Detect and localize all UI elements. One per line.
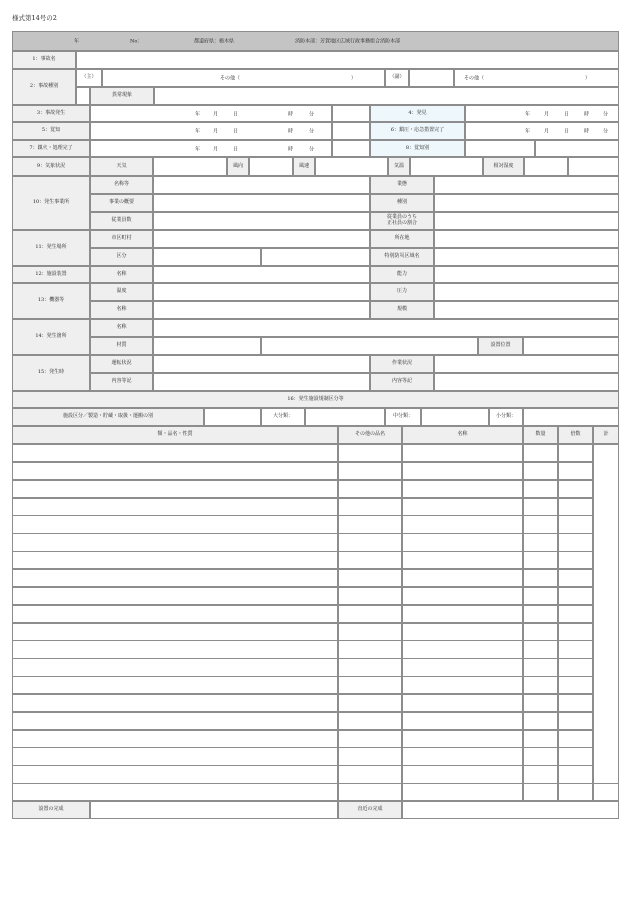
- table-row-cell[interactable]: [558, 712, 593, 730]
- suppression-month-unit: 月: [544, 128, 550, 135]
- table-row-cell[interactable]: [402, 533, 523, 551]
- table-row-cell[interactable]: [523, 694, 558, 712]
- table-row-cell[interactable]: [523, 623, 558, 641]
- table-row-cell[interactable]: [12, 694, 338, 712]
- table-row-cell[interactable]: [402, 783, 523, 801]
- abnormal-phenomenon-field[interactable]: [154, 87, 619, 105]
- table-row-cell[interactable]: [338, 694, 402, 712]
- total-column-cell[interactable]: [593, 444, 619, 784]
- suppression-year-unit: 年: [525, 128, 531, 135]
- table-row-cell[interactable]: [12, 765, 338, 783]
- middle-class-tag: 中分類：: [385, 408, 421, 426]
- table-row-cell[interactable]: [12, 569, 338, 587]
- equipment-scale-label: 規模: [370, 301, 434, 319]
- table-row-cell[interactable]: [12, 533, 338, 551]
- occurrence-label: 3：事故発生: [12, 105, 90, 122]
- equipment-scale-field[interactable]: [434, 301, 619, 319]
- table-row-cell[interactable]: [338, 783, 402, 801]
- incident-type-label: 2：事故種別: [12, 69, 76, 105]
- suppression-day-unit: 日: [564, 128, 570, 135]
- col-total-header: 計: [593, 426, 619, 444]
- table-row-cell[interactable]: [338, 640, 402, 658]
- table-row-cell[interactable]: [523, 551, 558, 569]
- notification-year-unit: 年: [195, 128, 201, 135]
- table-row-cell[interactable]: [402, 444, 523, 462]
- install-position-label: 設置位置: [478, 337, 523, 355]
- address-field[interactable]: [434, 230, 619, 248]
- table-row-cell[interactable]: [338, 658, 402, 676]
- extinguished-extra-field[interactable]: [332, 140, 370, 157]
- equipment-pressure-field[interactable]: [434, 283, 619, 301]
- abnormal-phenomenon-label: 異常現象: [90, 87, 154, 105]
- establishment-type-field[interactable]: [434, 194, 619, 212]
- table-row-cell[interactable]: [523, 533, 558, 551]
- table-row-cell[interactable]: [12, 587, 338, 605]
- work-status-field[interactable]: [434, 355, 619, 373]
- header-prefecture: 都道府県：栃木県: [194, 38, 235, 45]
- table-row-cell[interactable]: [523, 462, 558, 480]
- install-complete-label: 設置の完成: [12, 801, 90, 819]
- table-row-cell[interactable]: [402, 640, 523, 658]
- weather-label: 9：気象状況: [12, 157, 90, 176]
- notification-datetime-field[interactable]: [90, 122, 332, 140]
- latest-complete-field[interactable]: [402, 801, 619, 819]
- business-type-field[interactable]: [434, 176, 619, 194]
- notification-label: 5：覚知: [12, 122, 90, 140]
- discovery-label: 4：発見: [370, 105, 465, 122]
- equipment-name-label: 名称: [90, 301, 153, 319]
- install-complete-field[interactable]: [90, 801, 338, 819]
- weather-sky-field[interactable]: [153, 157, 227, 176]
- table-row-cell[interactable]: [523, 640, 558, 658]
- header-no: No：: [130, 38, 143, 45]
- fulltime-ratio-field[interactable]: [434, 212, 619, 230]
- table-row-cell[interactable]: [338, 480, 402, 498]
- col-quantity-header: 数量: [523, 426, 558, 444]
- occurrence-day-unit: 日: [233, 111, 239, 118]
- area-division-field-2[interactable]: [261, 248, 370, 266]
- discovery-hour-unit: 時: [584, 111, 590, 118]
- point-material-field-2[interactable]: [261, 337, 478, 355]
- equipment-pressure-label: 圧力: [370, 283, 434, 301]
- main-other-text: その他（: [220, 75, 241, 82]
- notification-hour-unit: 時: [288, 128, 294, 135]
- suppression-label: 6：鎮圧・応急措置完了: [370, 122, 465, 140]
- table-row-cell[interactable]: [558, 533, 593, 551]
- operation-detail-label: 内容等記: [90, 373, 153, 391]
- discovery-year-unit: 年: [525, 111, 531, 118]
- extinguished-month-unit: 月: [213, 146, 219, 153]
- incident-report-form: [12, 31, 619, 819]
- facility-name-label: 名称: [90, 266, 153, 283]
- table-row-cell[interactable]: [558, 694, 593, 712]
- at-occurrence-label: 15：発生時: [12, 355, 90, 391]
- major-class-tag: 大分類：: [261, 408, 305, 426]
- occurrence-extra-field[interactable]: [332, 105, 370, 122]
- table-row-cell[interactable]: [12, 515, 338, 533]
- regulation-section-title: 16：発生施設規制区分等: [12, 391, 619, 408]
- table-row-cell[interactable]: [558, 747, 593, 765]
- table-row-cell[interactable]: [12, 747, 338, 765]
- wind-direction-field[interactable]: [249, 157, 293, 176]
- table-row-cell[interactable]: [12, 640, 338, 658]
- table-row-cell[interactable]: [402, 694, 523, 712]
- table-row-cell[interactable]: [558, 783, 593, 801]
- operation-detail-field[interactable]: [153, 373, 370, 391]
- table-row-cell[interactable]: [338, 551, 402, 569]
- table-row-cell[interactable]: [523, 783, 558, 801]
- establishment-type-label: 種別: [370, 194, 434, 212]
- temperature-label: 気温: [388, 157, 410, 176]
- table-row-cell[interactable]: [402, 730, 523, 748]
- table-row-cell[interactable]: [523, 712, 558, 730]
- table-row-cell[interactable]: [12, 462, 338, 480]
- notification-extra-field[interactable]: [332, 122, 370, 140]
- suppression-datetime-field[interactable]: [465, 122, 619, 140]
- wind-speed-field[interactable]: [315, 157, 388, 176]
- table-row-cell[interactable]: [558, 623, 593, 641]
- occurrence-point-label: 14：発生箇所: [12, 319, 90, 355]
- extinguished-label: 7：鎮火・処理完了: [12, 140, 90, 157]
- special-zone-label: 特別防災区域名: [370, 248, 434, 266]
- table-row-cell[interactable]: [523, 747, 558, 765]
- table-row-cell[interactable]: [402, 747, 523, 765]
- table-row-cell[interactable]: [558, 480, 593, 498]
- col-name-header: 名称: [402, 426, 523, 444]
- table-row-cell[interactable]: [558, 676, 593, 694]
- minor-class-field[interactable]: [523, 408, 619, 426]
- latest-complete-label: 直近の完成: [338, 801, 402, 819]
- work-detail-field[interactable]: [434, 373, 619, 391]
- occurrence-minute-unit: 分: [309, 111, 315, 118]
- notification-method-field-2[interactable]: [535, 140, 619, 157]
- notification-minute-unit: 分: [309, 128, 315, 135]
- discovery-month-unit: 月: [544, 111, 550, 118]
- extinguished-datetime-field[interactable]: [90, 140, 332, 157]
- facility-label: 12：施設装置: [12, 266, 90, 283]
- extinguished-hour-unit: 時: [288, 146, 294, 153]
- table-row-cell[interactable]: [523, 587, 558, 605]
- operation-status-label: 運転状況: [90, 355, 153, 373]
- table-row-cell[interactable]: [523, 480, 558, 498]
- table-row-cell[interactable]: [523, 444, 558, 462]
- business-overview-label: 事業の概要: [90, 194, 153, 212]
- table-row-cell[interactable]: [402, 498, 523, 516]
- area-division-label: 区分: [90, 248, 153, 266]
- header-fire-hq: 消防本部：芳賀地区広域行政事務組合消防本部: [295, 38, 401, 45]
- abnormal-spacer: [76, 87, 90, 105]
- address-label: 所在地: [370, 230, 434, 248]
- table-row-cell[interactable]: [558, 515, 593, 533]
- major-class-field[interactable]: [305, 408, 385, 426]
- incident-name-field[interactable]: [76, 51, 619, 69]
- fulltime-ratio-line2: 正社員の割合: [386, 220, 417, 226]
- humidity-field[interactable]: [524, 157, 568, 176]
- occurrence-year-unit: 年: [195, 111, 201, 118]
- notification-day-unit: 日: [233, 128, 239, 135]
- equipment-temp-label: 温度: [90, 283, 153, 301]
- employees-label: 従業員数: [90, 212, 153, 230]
- col-multiple-header: 倍数: [558, 426, 593, 444]
- table-row-cell[interactable]: [402, 569, 523, 587]
- sub-other-text: その他（: [464, 75, 485, 82]
- minor-class-tag: 小分類：: [489, 408, 523, 426]
- equipment-temp-field[interactable]: [153, 283, 370, 301]
- table-row-cell[interactable]: [338, 747, 402, 765]
- discovery-datetime-field[interactable]: [465, 105, 619, 122]
- extinguished-year-unit: 年: [195, 146, 201, 153]
- facility-name-field[interactable]: [153, 266, 370, 283]
- table-row-cell[interactable]: [402, 462, 523, 480]
- fulltime-ratio-label: [370, 212, 434, 230]
- extinguished-minute-unit: 分: [309, 146, 315, 153]
- col-kind-header: 類・品名・性質: [12, 426, 338, 444]
- equipment-name-field[interactable]: [153, 301, 370, 319]
- table-row-cell[interactable]: [12, 605, 338, 623]
- point-name-field[interactable]: [153, 319, 619, 337]
- extinguished-day-unit: 日: [233, 146, 239, 153]
- point-material-label: 材質: [90, 337, 153, 355]
- sub-type-tag: （副）: [385, 69, 409, 87]
- middle-class-field[interactable]: [421, 408, 489, 426]
- occurrence-hour-unit: 時: [288, 111, 294, 118]
- sub-type-field[interactable]: [409, 69, 454, 87]
- municipality-label: 市区町村: [90, 230, 153, 248]
- facility-class-field[interactable]: [204, 408, 261, 426]
- table-row-cell[interactable]: [12, 783, 338, 801]
- table-row-cell[interactable]: [558, 765, 593, 783]
- table-row-cell[interactable]: [338, 533, 402, 551]
- sub-other-close: ）: [585, 75, 591, 82]
- discovery-minute-unit: 分: [603, 111, 609, 118]
- table-row-cell[interactable]: [402, 480, 523, 498]
- form-number: 様式第14号の2: [12, 14, 57, 22]
- table-row-cell[interactable]: [338, 444, 402, 462]
- point-material-field[interactable]: [153, 337, 261, 355]
- establishment-name-field[interactable]: [153, 176, 370, 194]
- table-row-cell[interactable]: [558, 730, 593, 748]
- table-row-cell[interactable]: [12, 551, 338, 569]
- table-row-cell[interactable]: [12, 658, 338, 676]
- table-row-cell[interactable]: [402, 765, 523, 783]
- notification-month-unit: 月: [213, 128, 219, 135]
- facility-capacity-field[interactable]: [434, 266, 619, 283]
- table-row-cell[interactable]: [523, 658, 558, 676]
- table-row-cell[interactable]: [558, 551, 593, 569]
- table-row-cell[interactable]: [338, 515, 402, 533]
- table-row-cell[interactable]: [402, 676, 523, 694]
- table-row-cell[interactable]: [558, 444, 593, 462]
- table-row-cell[interactable]: [12, 712, 338, 730]
- table-row-cell[interactable]: [402, 658, 523, 676]
- table-row-cell[interactable]: [523, 605, 558, 623]
- business-type-label: 業態: [370, 176, 434, 194]
- employees-field[interactable]: [153, 212, 370, 230]
- table-row-cell[interactable]: [402, 515, 523, 533]
- main-other-close: ）: [351, 75, 357, 82]
- notification-method-field[interactable]: [465, 140, 535, 157]
- discovery-day-unit: 日: [564, 111, 570, 118]
- total-sum-cell[interactable]: [593, 783, 619, 801]
- operation-status-field[interactable]: [153, 355, 370, 373]
- table-row-cell[interactable]: [523, 730, 558, 748]
- weather-sky-label: 天気: [90, 157, 153, 176]
- main-type-field[interactable]: [102, 69, 385, 87]
- special-zone-field[interactable]: [434, 248, 619, 266]
- table-row-cell[interactable]: [558, 498, 593, 516]
- table-row-cell[interactable]: [338, 605, 402, 623]
- work-status-label: 作業状況: [370, 355, 434, 373]
- notification-method-label: 8：覚知別: [370, 140, 465, 157]
- establishment-label: 10：発生事業所: [12, 176, 90, 230]
- table-row-cell[interactable]: [402, 551, 523, 569]
- suppression-hour-unit: 時: [584, 128, 590, 135]
- table-row-cell[interactable]: [338, 765, 402, 783]
- table-row-cell[interactable]: [12, 623, 338, 641]
- table-row-cell[interactable]: [523, 498, 558, 516]
- work-detail-label: 内容等記: [370, 373, 434, 391]
- area-division-field[interactable]: [153, 248, 261, 266]
- table-row-cell[interactable]: [523, 676, 558, 694]
- table-row-cell[interactable]: [402, 712, 523, 730]
- main-type-tag: （主）: [76, 69, 102, 87]
- table-row-cell[interactable]: [402, 587, 523, 605]
- wind-speed-label: 風速: [293, 157, 315, 176]
- table-row-cell[interactable]: [338, 676, 402, 694]
- facility-capacity-label: 能力: [370, 266, 434, 283]
- occurrence-month-unit: 月: [213, 111, 219, 118]
- temperature-field[interactable]: [410, 157, 483, 176]
- wind-direction-label: 風向: [227, 157, 249, 176]
- table-row-cell[interactable]: [402, 623, 523, 641]
- fulltime-ratio-line1: 従業員のうち: [386, 214, 417, 221]
- table-row-cell[interactable]: [12, 676, 338, 694]
- header-year: 年: [74, 38, 80, 45]
- table-row-cell[interactable]: [523, 515, 558, 533]
- table-row-cell[interactable]: [338, 712, 402, 730]
- col-other-name-header: その他の品名: [338, 426, 402, 444]
- location-label: 11：発生場所: [12, 230, 90, 266]
- establishment-name-label: 名称等: [90, 176, 153, 194]
- install-position-field[interactable]: [523, 337, 619, 355]
- table-row-cell[interactable]: [12, 498, 338, 516]
- facility-class-label: 施設区分／製造・貯蔵・取扱・運搬の別: [12, 408, 204, 426]
- table-row-cell[interactable]: [523, 569, 558, 587]
- incident-name-label: 1：事故名: [12, 51, 76, 69]
- table-row-cell[interactable]: [12, 444, 338, 462]
- table-row-cell[interactable]: [558, 658, 593, 676]
- table-row-cell[interactable]: [338, 587, 402, 605]
- table-row-cell[interactable]: [523, 765, 558, 783]
- municipality-field[interactable]: [153, 230, 370, 248]
- point-name-label: 名称: [90, 319, 153, 337]
- table-row-cell[interactable]: [12, 480, 338, 498]
- table-row-cell[interactable]: [12, 730, 338, 748]
- humidity-label: 相対湿度: [483, 157, 524, 176]
- equipment-label: 13：機器等: [12, 283, 90, 319]
- table-row-cell[interactable]: [558, 462, 593, 480]
- table-row-cell[interactable]: [558, 587, 593, 605]
- table-row-cell[interactable]: [338, 462, 402, 480]
- table-row-cell[interactable]: [558, 605, 593, 623]
- table-row-cell[interactable]: [558, 640, 593, 658]
- table-row-cell[interactable]: [338, 623, 402, 641]
- table-row-cell[interactable]: [338, 730, 402, 748]
- table-row-cell[interactable]: [338, 498, 402, 516]
- table-row-cell[interactable]: [338, 569, 402, 587]
- table-row-cell[interactable]: [402, 605, 523, 623]
- business-overview-field[interactable]: [153, 194, 370, 212]
- occurrence-datetime-field[interactable]: [90, 105, 332, 122]
- table-row-cell[interactable]: [558, 569, 593, 587]
- humidity-extra-field[interactable]: [568, 157, 619, 176]
- suppression-minute-unit: 分: [603, 128, 609, 135]
